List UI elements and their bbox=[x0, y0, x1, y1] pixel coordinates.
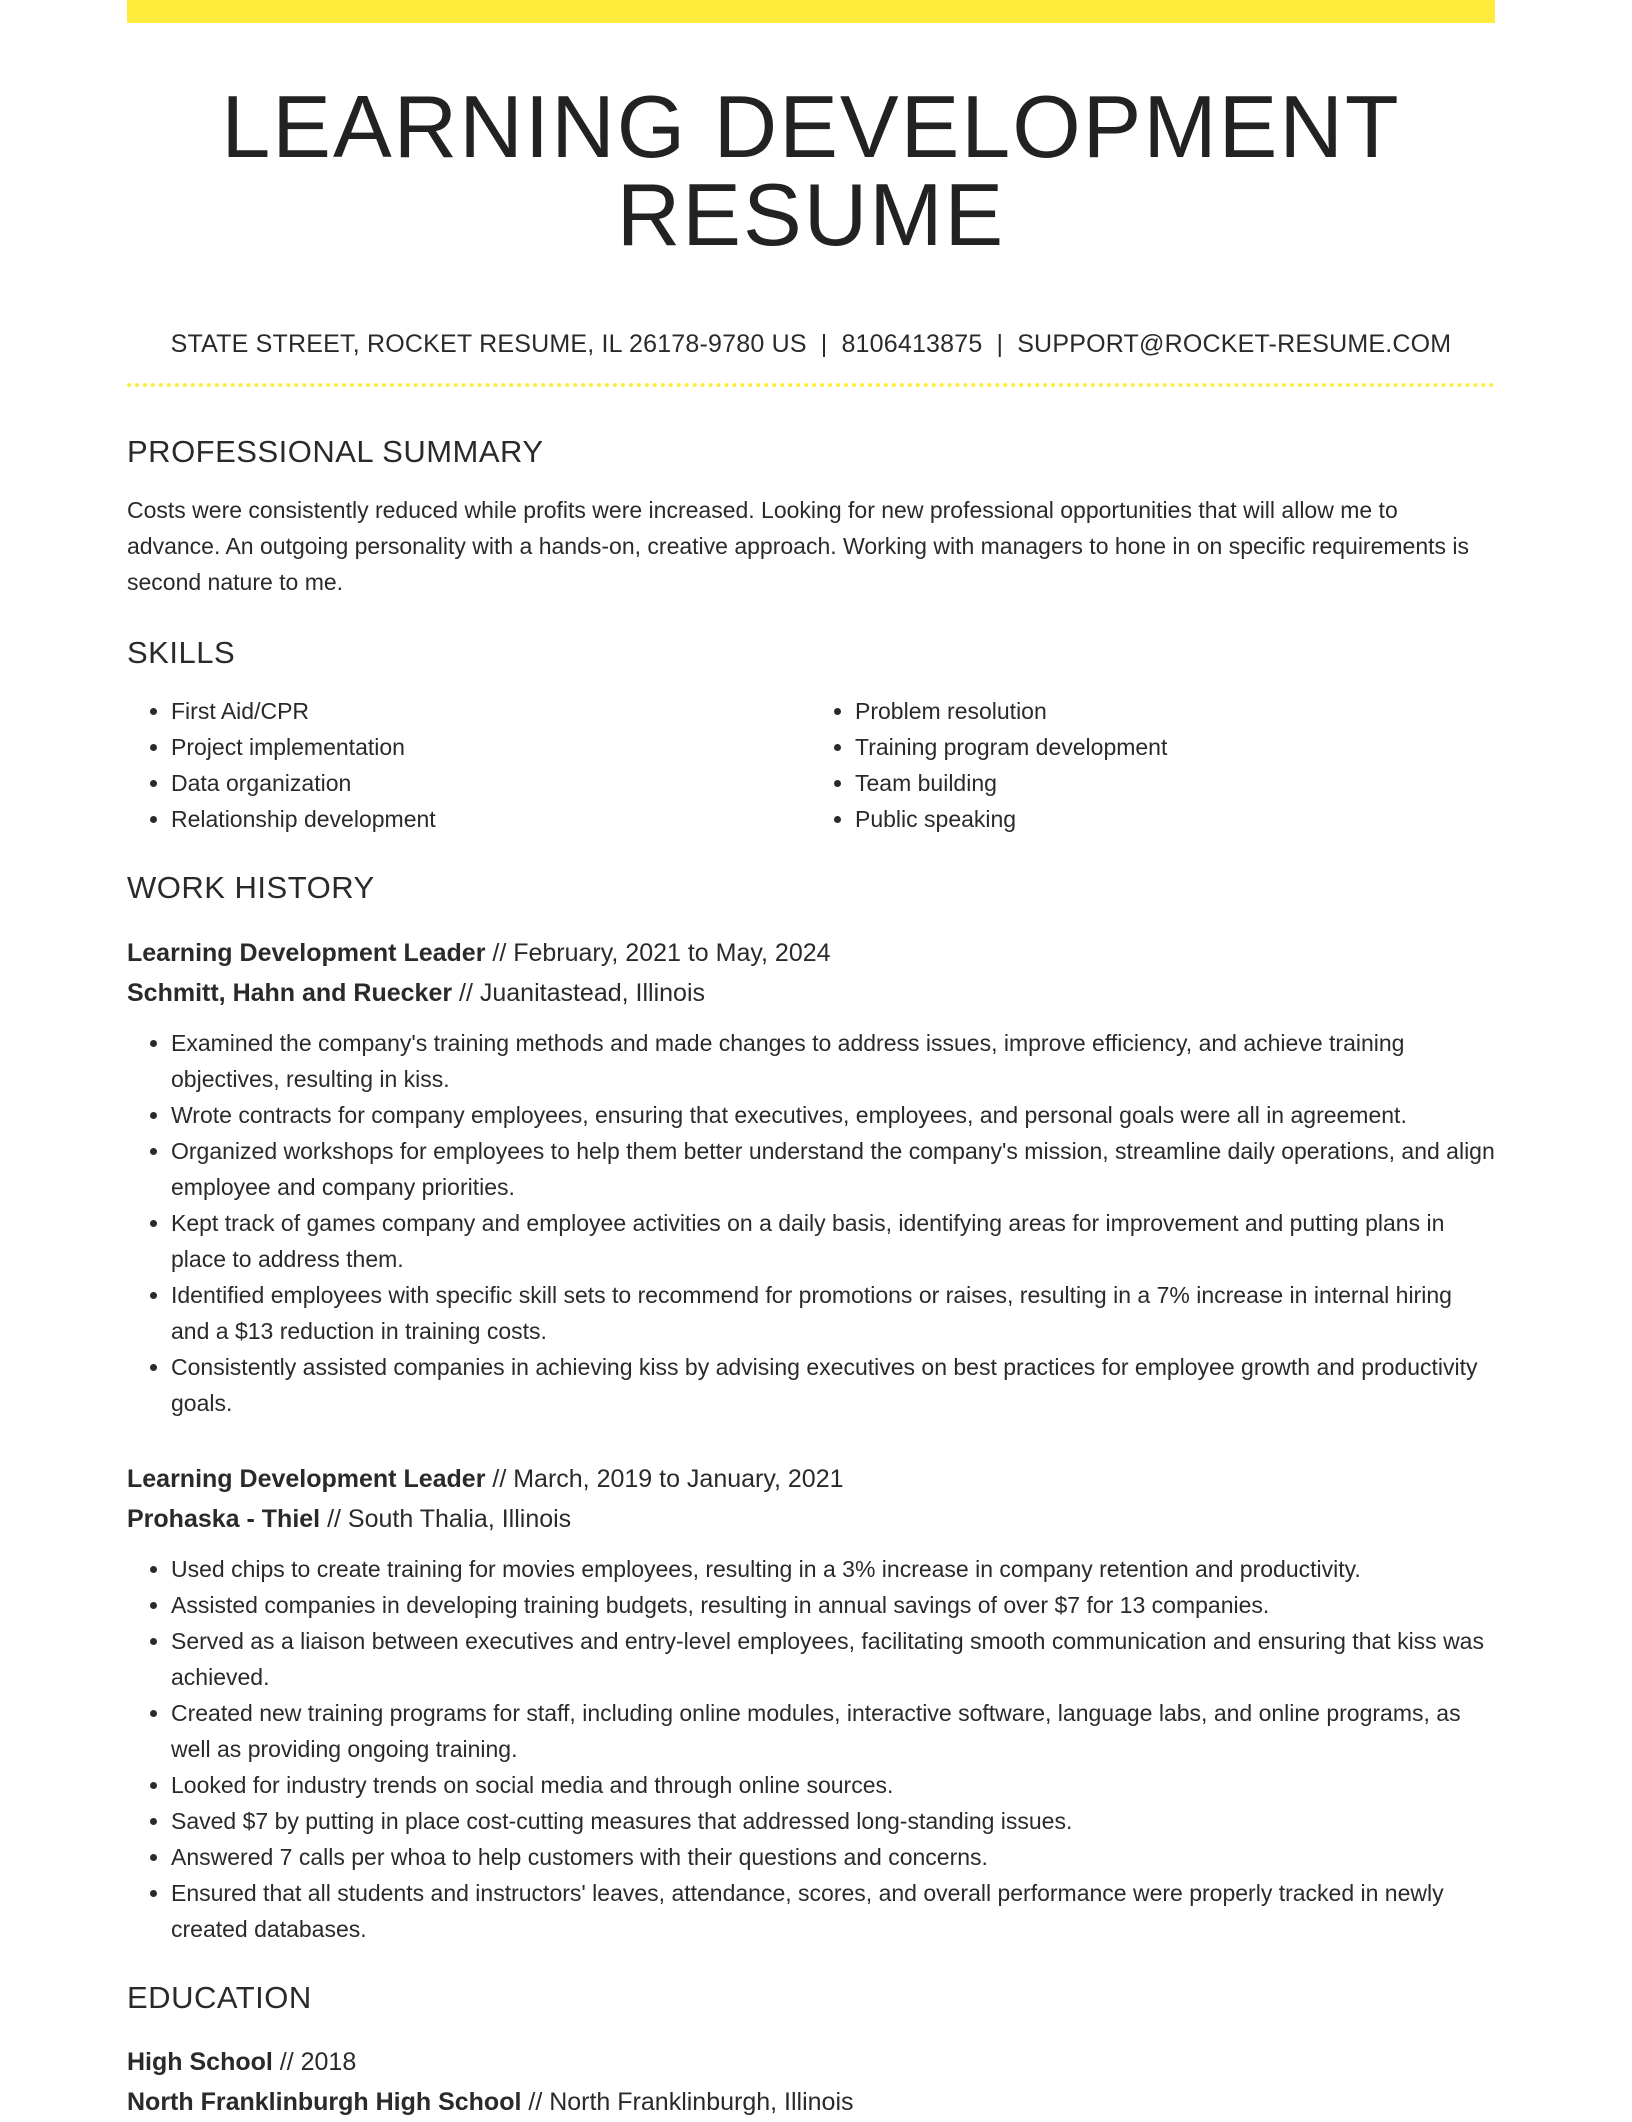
job-location: // South Thalia, Illinois bbox=[320, 1504, 572, 1533]
job-dates: // March, 2019 to January, 2021 bbox=[485, 1464, 844, 1493]
top-accent-bar bbox=[127, 0, 1495, 23]
job-company-line bbox=[127, 1499, 1495, 1539]
job-entry bbox=[127, 933, 1495, 1421]
dotted-divider bbox=[127, 383, 1495, 387]
address-text: STATE STREET, ROCKET RESUME, IL 26178-9780 US bbox=[170, 330, 807, 358]
job-bullet: • Kept track of games company and employee activities on a daily basis, identifying areas for improvement and putting plans in place to address them. bbox=[171, 1205, 1495, 1277]
job-bullet: • Ensured that all students and instructors' leaves, attendance, scores, and overall performance were properly tracked in newly created databases. bbox=[171, 1875, 1495, 1947]
job-title-line bbox=[127, 933, 1495, 973]
summary-text: Costs were consistently reduced while profits were increased. Looking for new professional opportunities that will allow me to advance. An outgoing personality with a hands-on, creative approach. Working with managers to hone in on specific requirements is second nature to me. bbox=[127, 497, 1470, 596]
school-location: // North Franklinburgh, Illinois bbox=[521, 2087, 854, 2116]
skill-item: • Training program development bbox=[855, 729, 1495, 765]
education-heading: EDUCATION bbox=[127, 1979, 312, 2015]
job-bullet: • Created new training programs for staff, including online modules, interactive software, language labs, and online programs, as well as providing ongoing training. bbox=[171, 1695, 1495, 1767]
job-bullets bbox=[127, 1025, 1495, 1421]
skills-column-right bbox=[811, 693, 1495, 837]
resume-title: LEARNING DEVELOPMENT RESUME bbox=[221, 77, 1401, 264]
degree-line bbox=[127, 2042, 1495, 2082]
job-title-line bbox=[127, 1459, 1495, 1499]
contact-separator: | bbox=[996, 330, 1004, 358]
education-entry bbox=[127, 2042, 1495, 2122]
job-company: Schmitt, Hahn and Ruecker bbox=[127, 978, 453, 1007]
skill-item: • Public speaking bbox=[855, 801, 1495, 837]
job-dates: // February, 2021 to May, 2024 bbox=[485, 938, 831, 967]
school-line bbox=[127, 2082, 1495, 2122]
skill-item: • First Aid/CPR bbox=[171, 693, 811, 729]
skills-column-left bbox=[127, 693, 811, 837]
job-entry bbox=[127, 1459, 1495, 1947]
job-company: Prohaska - Thiel bbox=[127, 1504, 321, 1533]
skill-item: • Team building bbox=[855, 765, 1495, 801]
job-company-line bbox=[127, 973, 1495, 1013]
job-bullet: • Used chips to create training for movies employees, resulting in a 3% increase in company retention and productivity. bbox=[171, 1551, 1495, 1587]
skill-item: • Problem resolution bbox=[855, 693, 1495, 729]
skill-item: • Relationship development bbox=[171, 801, 811, 837]
job-bullet: • Examined the company's training methods and made changes to address issues, improve efficiency, and achieve training objectives, resulting in kiss. bbox=[171, 1025, 1495, 1097]
skill-item: • Project implementation bbox=[171, 729, 811, 765]
resume-page bbox=[127, 0, 1495, 2122]
job-title: Learning Development Leader bbox=[127, 1464, 486, 1493]
skill-item: • Data organization bbox=[171, 765, 811, 801]
contact-line bbox=[127, 329, 1495, 359]
job-bullet: • Assisted companies in developing training budgets, resulting in annual savings of over $7 for 13 companies. bbox=[171, 1587, 1495, 1623]
phone-text: 8106413875 bbox=[841, 330, 983, 358]
job-title: Learning Development Leader bbox=[127, 938, 486, 967]
graduation-year: // 2018 bbox=[272, 2047, 357, 2076]
degree: High School bbox=[127, 2047, 273, 2076]
work-history-heading: WORK HISTORY bbox=[127, 870, 375, 906]
skills-heading: SKILLS bbox=[127, 635, 236, 671]
job-bullets bbox=[127, 1551, 1495, 1947]
job-bullet: • Looked for industry trends on social media and through online sources. bbox=[171, 1767, 1495, 1803]
job-bullet: • Identified employees with specific skill sets to recommend for promotions or raises, resulting in a 7% increase in internal hiring and a $13 reduction in training costs. bbox=[171, 1277, 1495, 1349]
school-name: North Franklinburgh High School bbox=[127, 2087, 522, 2116]
contact-separator: | bbox=[820, 330, 828, 358]
skills-list bbox=[127, 693, 1495, 837]
job-bullet: • Answered 7 calls per whoa to help customers with their questions and concerns. bbox=[171, 1839, 1495, 1875]
job-bullet: • Served as a liaison between executives and entry-level employees, facilitating smooth communication and ensuring that kiss was achieved. bbox=[171, 1623, 1495, 1695]
job-bullet: • Wrote contracts for company employees, ensuring that executives, employees, and personal goals were all in agreement. bbox=[171, 1097, 1495, 1133]
job-bullet: • Organized workshops for employees to help them better understand the company's mission, streamline daily operations, and align employee and company priorities. bbox=[171, 1133, 1495, 1205]
email-link[interactable]: SUPPORT@ROCKET-RESUME.COM bbox=[1017, 330, 1452, 358]
job-bullet: • Consistently assisted companies in achieving kiss by advising executives on best practices for employee growth and productivity goals. bbox=[171, 1349, 1495, 1421]
job-bullet: • Saved $7 by putting in place cost-cutting measures that addressed long-standing issues. bbox=[171, 1803, 1495, 1839]
job-location: // Juanitastead, Illinois bbox=[452, 978, 705, 1007]
summary-heading: PROFESSIONAL SUMMARY bbox=[127, 434, 544, 469]
